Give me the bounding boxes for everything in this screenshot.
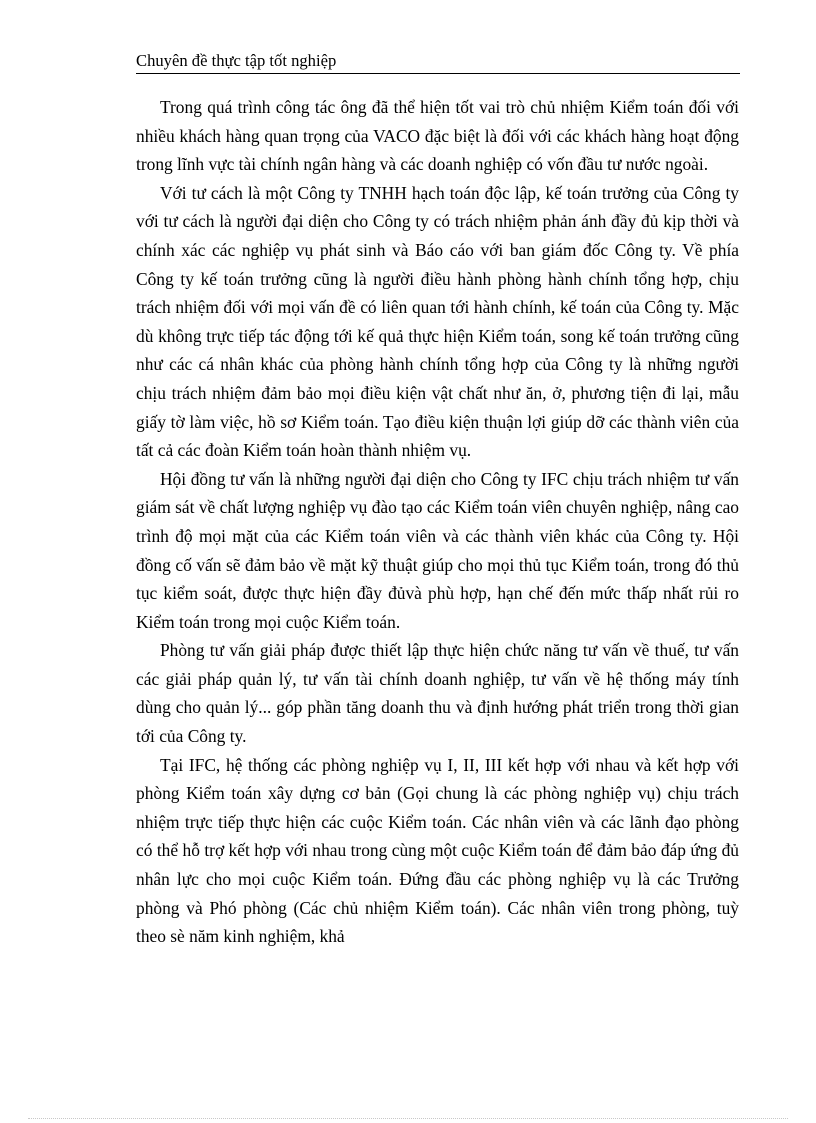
page-bottom-rule	[28, 1118, 788, 1119]
page-header	[136, 48, 740, 74]
document-body	[136, 93, 739, 951]
paragraph-3: Hội đồng tư vấn là những người đại diện cho Công ty IFC chịu trách nhiệm tư vấn giám sát về chất lượng nghiệp vụ đào tạo các Kiểm toán viên chuyên nghiệp, nâng cao trình độ mọi mặt của các Kiểm toán viên và các thành viên khác của Công ty. Hội đồng cố vấn sẽ đảm bảo về mặt kỹ thuật giúp cho mọi thủ tục Kiểm toán, trong đó thủ tục kiểm soát, được thực hiện đầy đủvà phù hợp, hạn chế đến mức thấp nhất rủi ro Kiểm toán trong mọi cuộc Kiểm toán.	[136, 468, 739, 632]
header-title: Chuyên đề thực tập tốt nghiệp	[136, 51, 337, 70]
paragraph-5: Tại IFC, hệ thống các phòng nghiệp vụ I, II, III kết hợp với nhau và kết hợp với phòng Kiểm toán xây dựng cơ bản (Gọi chung là các phòng nghiệp vụ) chịu trách nhiệm trực tiếp thực hiện các cuộc Kiểm toán. Các nhân viên và các lãnh đạo phòng có thể hỗ trợ kết hợp với nhau trong cùng một cuộc Kiểm toán để đảm bảo đáp ứng đủ nhân lực cho mọi cuộc Kiểm toán. Đứng đầu các phòng nghiệp vụ là các Trưởng phòng và Phó phòng (Các chủ nhiệm Kiểm toán). Các nhân viên trong phòng, tuỳ theo sè năm kinh nghiệm, khả	[136, 754, 739, 947]
paragraph-2: Với tư cách là một Công ty TNHH hạch toán độc lập, kế toán trưởng của Công ty với tư cách là người đại diện cho Công ty có trách nhiệm phản ánh đầy đủ kịp thời và chính xác các nghiệp vụ phát sinh và Báo cáo với ban giám đốc Công ty. Về phía Công ty kế toán trưởng cũng là người điều hành phòng hành chính tổng hợp, chịu trách nhiệm đối với mọi vấn đề có liên quan tới hành chính, kế toán của Công ty. Mặc dù không trực tiếp tác động tới kế quả thực hiện Kiểm toán, song kế toán trưởng cũng như các cá nhân khác của phòng hành chính tổng hợp của Công ty là những người chịu trách nhiệm đảm bảo mọi điều kiện vật chất như ăn, ở, phương tiện đi lại, mẫu giấy tờ làm việc, hồ sơ Kiểm toán. Tạo điều kiện thuận lợi giúp dỡ các thành viên của tất cả các đoàn Kiểm toán hoàn thành nhiệm vụ.	[136, 182, 739, 461]
paragraph-1: Trong quá trình công tác ông đã thể hiện tốt vai trò chủ nhiệm Kiểm toán đối với nhiều khách hàng quan trọng của VACO đặc biệt là đối với các khách hàng hoạt động trong lĩnh vực tài chính ngân hàng và các doanh nghiệp có vốn đầu tư nước ngoài.	[136, 97, 739, 175]
paragraph-4: Phòng tư vấn giải pháp được thiết lập thực hiện chức năng tư vấn về thuế, tư vấn các giải pháp quản lý, tư vấn tài chính doanh nghiệp, tư vấn về hệ thống máy tính dùng cho quản lý... góp phần tăng doanh thu và định hướng phát triển trong thời gian tới của Công ty.	[136, 640, 739, 747]
